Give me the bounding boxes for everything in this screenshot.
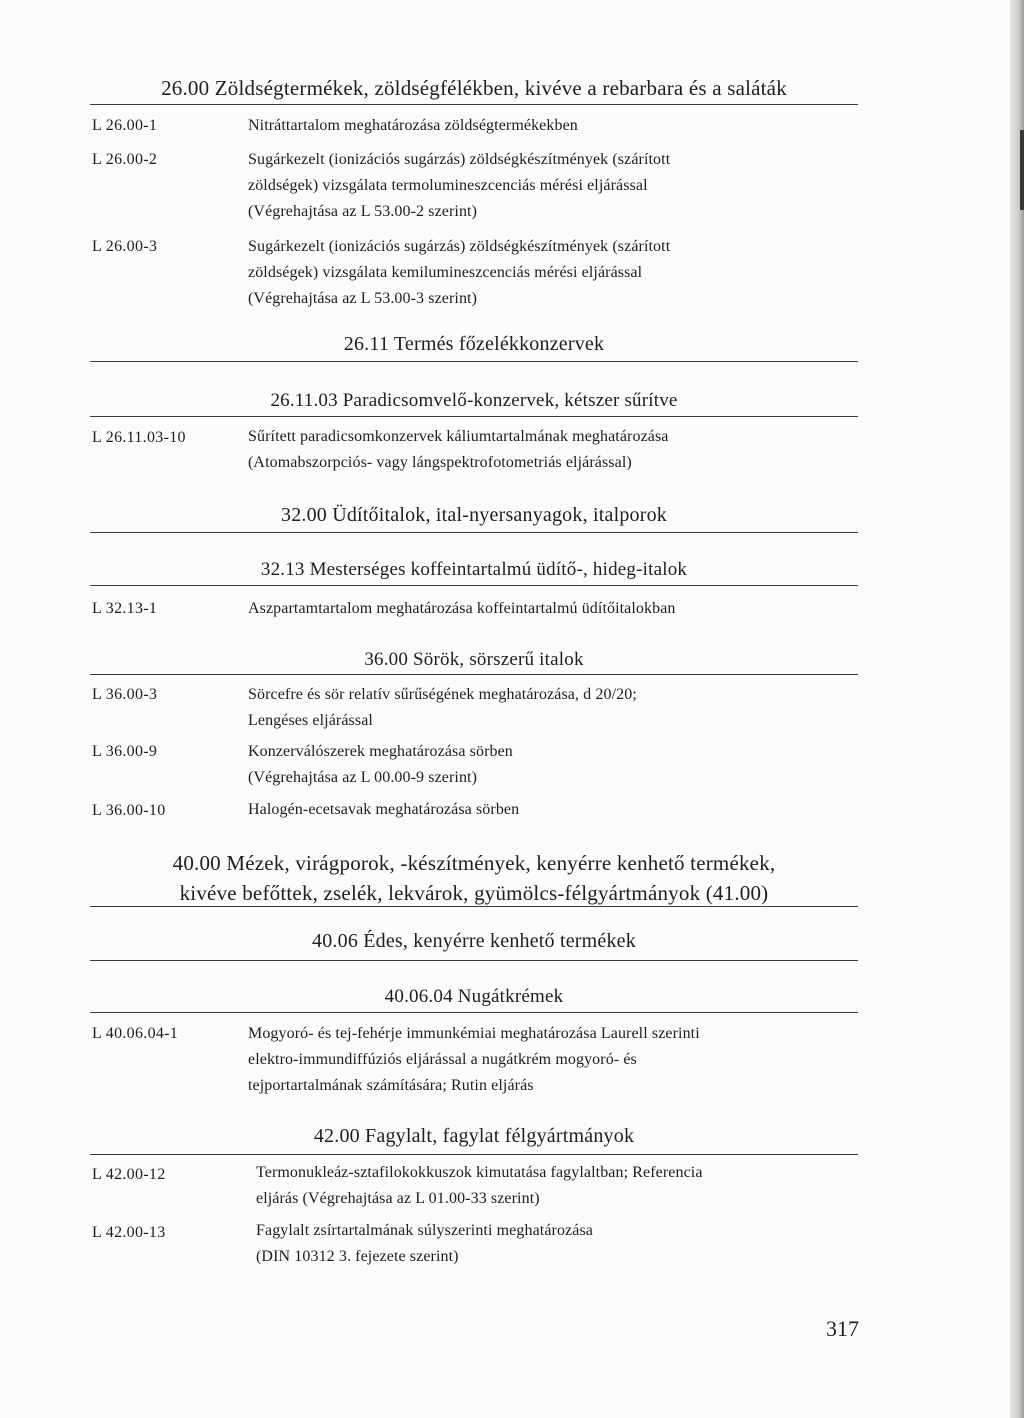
entry-description: Sörcefre és sör relatív sűrűségének meghatározása, d 20/20; Lengéses eljárással xyxy=(248,686,637,729)
section-heading-36-00: 36.00 Sörök, sörszerű italok xyxy=(364,649,584,670)
entry-description: Sűrített paradicsomkonzervek káliumtartalmának meghatározása (Atomabszorpciós- vagy lángspektrofotometriás eljárással) xyxy=(248,428,669,471)
page-edge-shadow xyxy=(1010,0,1024,1418)
entry-description: Halogén-ecetsavak meghatározása sörben xyxy=(248,801,520,818)
section-heading-32-13: 32.13 Mesterséges koffeintartalmú üdítő-, hideg-italok xyxy=(260,559,688,580)
entry-code: L 42.00-12 xyxy=(92,1166,166,1183)
heading-rule xyxy=(90,906,858,907)
section-heading-26-11-03: 26.11.03 Paradicsomvelő-konzervek, kétszer sűrítve xyxy=(270,390,678,411)
section-heading-40-06-04: 40.06.04 Nugátkrémek xyxy=(384,986,564,1007)
entry-code: L 32.13-1 xyxy=(92,600,158,617)
entry-code: L 26.11.03-10 xyxy=(92,429,186,446)
entry-code: L 26.00-1 xyxy=(92,117,158,134)
heading-rule xyxy=(90,585,858,586)
section-heading-40-06: 40.06 Édes, kenyérre kenhető termékek xyxy=(312,930,636,952)
heading-rule xyxy=(90,1012,858,1013)
section-heading-32-00: 32.00 Üdítőitalok, ital-nyersanyagok, italporok xyxy=(281,504,667,526)
entry-code: L 42.00-13 xyxy=(92,1224,166,1241)
entry-description: Nitráttartalom meghatározása zöldségtermékekben xyxy=(248,117,578,134)
heading-rule xyxy=(90,361,858,362)
entry-description: Fagylalt zsírtartalmának súlyszerinti meghatározása (DIN 10312 3. fejezete szerint) xyxy=(256,1222,593,1265)
heading-rule xyxy=(90,416,858,417)
entry-description: Sugárkezelt (ionizációs sugárzás) zöldségkészítmények (szárított zöldségek) vizsgálata kemilumineszcenciás mérési eljárással (Végrehajtása az L 53.00-3 szerint) xyxy=(248,238,671,307)
section-heading-40-00: 40.00 Mézek, virágporok, -készítmények, kenyérre kenhető termékek, kivéve befőttek, zselék, lekvárok, gyümölcs-félgyártmányok (41.00) xyxy=(172,851,776,905)
heading-rule xyxy=(90,1154,858,1155)
entry-code: L 36.00-10 xyxy=(92,802,166,819)
entry-code: L 26.00-3 xyxy=(92,238,158,255)
binding-mark xyxy=(1020,130,1024,210)
entry-code: L 36.00-9 xyxy=(92,743,158,760)
page-number: 317 xyxy=(826,1316,859,1341)
section-heading-26-00: 26.00 Zöldségtermékek, zöldségfélékben, kivéve a rebarbara és a saláták xyxy=(161,76,787,100)
entry-description: Sugárkezelt (ionizációs sugárzás) zöldségkészítmények (szárított zöldségek) vizsgálata termolumineszcenciás mérési eljárással (Végrehajtása az L 53.00-2 szerint) xyxy=(248,151,671,220)
entry-description: Konzerválószerek meghatározása sörben (Végrehajtása az L 00.00-9 szerint) xyxy=(248,743,513,786)
section-heading-42-00: 42.00 Fagylalt, fagylat félgyártmányok xyxy=(313,1125,635,1147)
entry-code: L 26.00-2 xyxy=(92,151,158,168)
entry-code: L 36.00-3 xyxy=(92,686,158,703)
section-heading-26-11: 26.11 Termés főzelékkonzervek xyxy=(343,333,605,355)
entry-description: Mogyoró- és tej-fehérje immunkémiai meghatározása Laurell szerinti elektro-immundiffúziós eljárással a nugátkrém mogyoró- és tejportartalmának számítására; Rutin eljárás xyxy=(248,1025,700,1094)
heading-rule xyxy=(90,674,858,675)
entry-code: L 40.06.04-1 xyxy=(92,1025,179,1042)
heading-rule xyxy=(90,960,858,961)
entry-description: Aszpartamtartalom meghatározása koffeintartalmú üdítőitalokban xyxy=(248,600,676,617)
heading-rule xyxy=(90,104,858,105)
heading-rule xyxy=(90,532,858,533)
entry-description: Termonukleáz-sztafilokokkuszok kimutatása fagylaltban; Referencia eljárás (Végrehajtása az L 01.00-33 szerint) xyxy=(256,1164,703,1207)
